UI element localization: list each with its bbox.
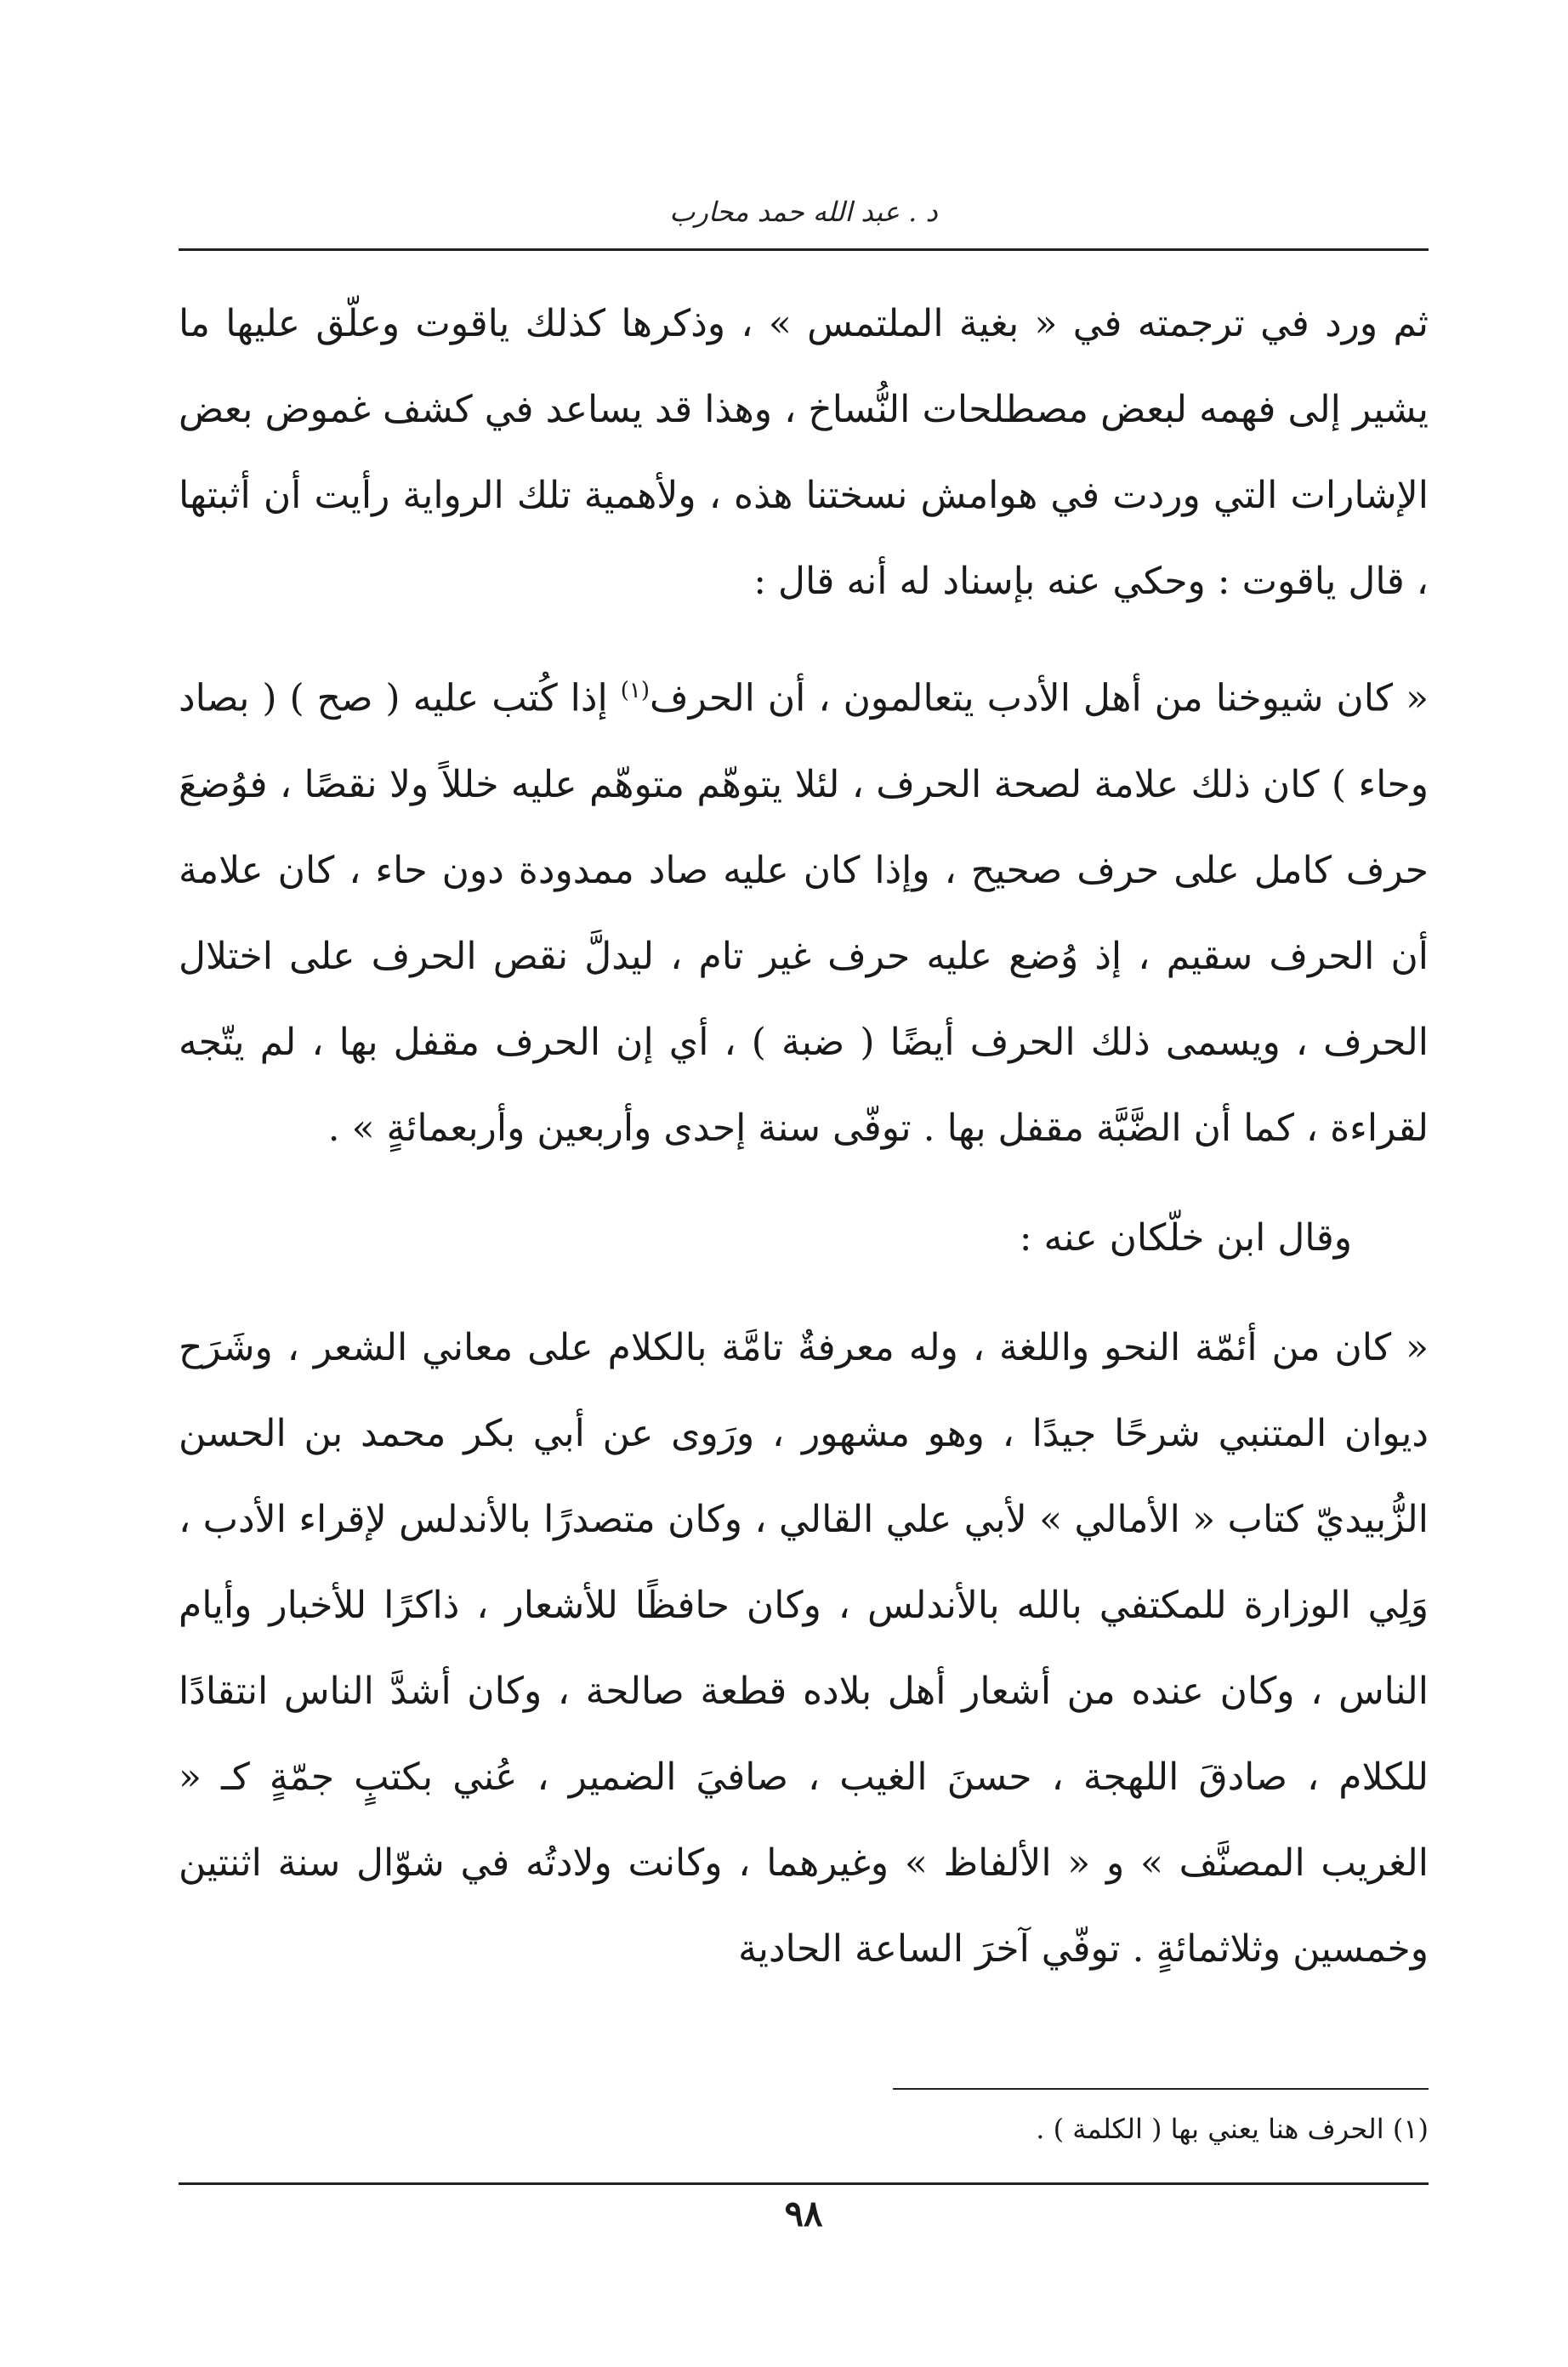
page-number: ٩٨: [784, 2193, 823, 2234]
quote-yaqut-part1: « كان شيوخنا من أهل الأدب يتعالمون ، أن الحرف: [649, 676, 1429, 720]
running-header-author: د . عبد الله حمد محارب: [669, 196, 938, 228]
main-text: [179, 281, 1429, 1992]
quote-yaqut-part2: إذا كُتب عليه ( صح ) ( بصاد وحاء ) كان ذلك علامة لصحة الحرف ، لئلا يتوهّم متوهّم عليه خللاً ولا نقصًا ، فوُضعَ حرف كامل على حرف صحيح ، وإذا كان عليه صاد ممدودة دون حاء ، كان علامة أن الحرف سقيم ، إذ وُضع عليه حرف غير تام ، ليدلَّ نقص الحرف على اختلال الحرف ، ويسمى ذلك الحرف أيضًا ( ضبة ) ، أي إن الحرف مقفل بها ، لم يتّجه لقراءة ، كما أن الضَّبَّة مقفل بها . توفّى سنة إحدى وأربعين وأربعمائةٍ » .: [179, 676, 1429, 1150]
footnote-marker[interactable]: (١): [620, 678, 650, 703]
paragraph-ibn-khallikan-intro: وقال ابن خلّكان عنه :: [1019, 1215, 1352, 1260]
header-divider: [179, 248, 1429, 251]
footnote-divider: [893, 2088, 1429, 2090]
paragraph-quote-ibn-khallikan: « كان من أئمّة النحو واللغة ، وله معرفةٌ تامَّة بالكلام على معاني الشعر ، وشَرَح ديوان المتنبي شرحًا جيدًا ، وهو مشهور ، ورَوى عن أبي بكر محمد بن الحسن الزُّبيديّ كتاب « الأمالي » لأبي علي القالي ، وكان متصدرًا بالأندلس لإقراء الأدب ، وَلِي الوزارة للمكتفي بالله بالأندلس ، وكان حافظًا للأشعار ، ذاكرًا للأخبار وأيام الناس ، وكان عنده من أشعار أهل بلاده قطعة صالحة ، وكان أشدَّ الناس انتقادًا للكلام ، صادقَ اللهجة ، حسنَ الغيب ، صافيَ الضمير ، عُني بكتبٍ جمّةٍ كـ « الغريب المصنَّف » و « الألفاظ » وغيرهما ، وكانت ولادتُه في شوّال سنة اثنتين وخمسين وثلاثمائةٍ . توفّي آخرَ الساعة الحادية: [179, 1325, 1429, 1971]
paragraph-intro: ثم ورد في ترجمته في « بغية الملتمس » ، وذكرها كذلك ياقوت وعلّق عليها ما يشير إلى فهمه لبعض مصطلحات النُّساخ ، وهذا قد يساعد في كشف غموض بعض الإشارات التي وردت في هوامش نسختنا هذه ، ولأهمية تلك الرواية رأيت أن أثبتها ، قال ياقوت : وحكي عنه بإسناد له أنه قال :: [179, 302, 1429, 603]
footnote: (١) الحرف هنا يعني بها ( الكلمة ) .: [1036, 2113, 1429, 2145]
paragraph-quote-yaqut: [179, 648, 1429, 1171]
footer-divider: [179, 2182, 1429, 2185]
